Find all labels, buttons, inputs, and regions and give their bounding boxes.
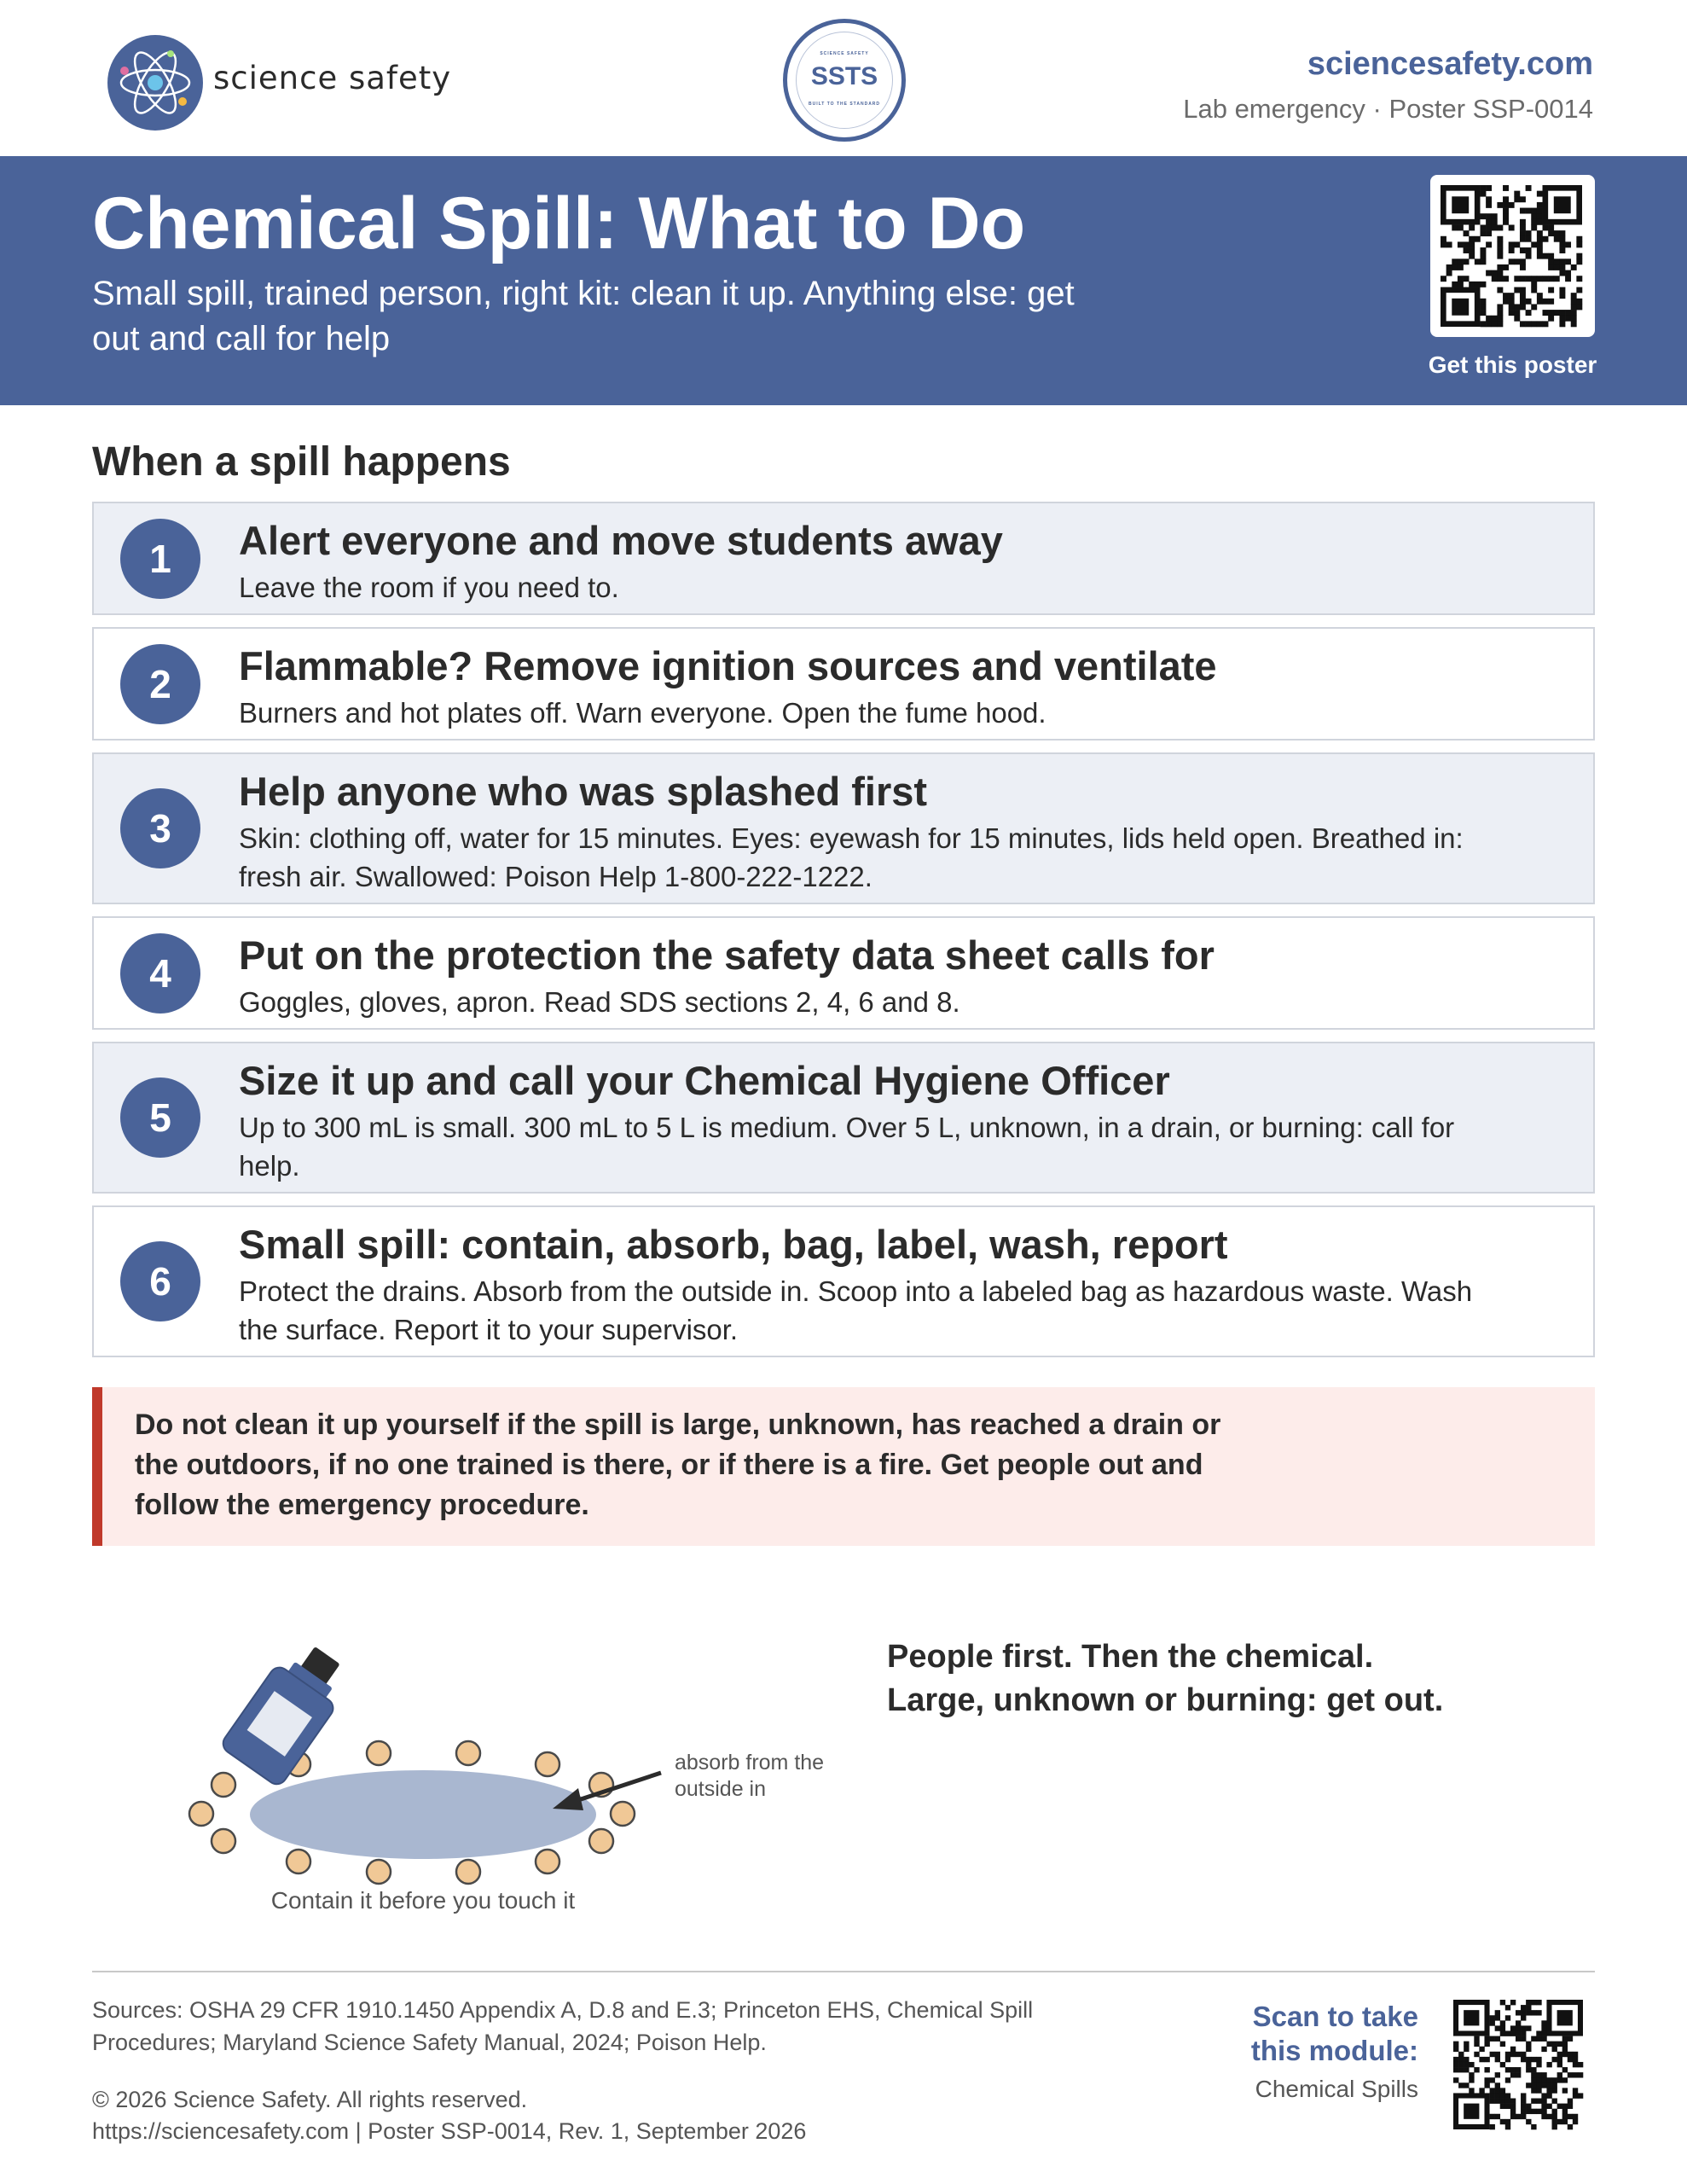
step-3: [92, 752, 1595, 904]
spill-illustration: [171, 1629, 870, 1920]
key-message: [887, 1635, 1569, 1722]
tipped-bottle-icon: [219, 1635, 357, 1788]
step-5: [92, 1042, 1595, 1194]
step-body: Burners and hot plates off. Warn everyone. Open the fume hood.: [239, 697, 1046, 729]
step-body: Protect the drains. Absorb from the outside in. Scoop into a labeled bag as hazardous waste. Wash the surface. Report it to your supervisor.: [239, 1275, 1473, 1345]
seal-bottom-text: BUILT TO THE STANDARD: [808, 102, 881, 107]
step-number: 4: [120, 933, 200, 1014]
site-url-link[interactable]: sciencesafety.com: [1307, 46, 1593, 82]
site-meta: Lab emergency · Poster SSP-0014: [1183, 94, 1593, 124]
step-title: Help anyone who was splashed first: [239, 769, 928, 814]
copyright-block: [92, 2084, 1116, 2147]
poster-subtitle: Small spill, trained person, right kit: clean it up. Anything else: get out and call for help: [92, 275, 1075, 357]
step-title: Small spill: contain, absorb, bag, label, wash, report: [239, 1222, 1228, 1267]
spill-puddle-icon: [250, 1770, 596, 1859]
step-number: 6: [120, 1241, 200, 1321]
logo-atom-icon: [107, 35, 203, 131]
scan-cta: [1228, 2000, 1418, 2068]
sources-text: Sources: OSHA 29 CFR 1910.1450 Appendix A, D.8 and E.3; Princeton EHS, Chemical Spill Procedures; Maryland Science Safety Manual, 2024; Poison Help.: [92, 1997, 1034, 2055]
step-6: [92, 1205, 1595, 1357]
step-number: 5: [120, 1077, 200, 1158]
step-body: Skin: clothing off, water for 15 minutes. Eyes: eyewash for 15 minutes, lids held open. Breathed in: fresh air. Swallowed: Poison Help 1-800-222-1222.: [239, 822, 1464, 892]
poster-title: Chemical Spill: What to Do: [92, 183, 1026, 264]
step-number: 1: [120, 519, 200, 599]
scan-cta-line: Scan to take: [1252, 2001, 1418, 2032]
arrow-label: absorb from the: [675, 1751, 825, 1774]
step-body: Up to 300 mL is small. 300 mL to 5 L is medium. Over 5 L, unknown, in a drain, or burning: call for help.: [239, 1112, 1455, 1182]
step-body: Leave the room if you need to.: [239, 572, 619, 603]
poster-info-link[interactable]: https://sciencesafety.com | Poster SSP-0014, Rev. 1, September 2026: [92, 2118, 807, 2144]
steps-list: [92, 502, 1595, 1369]
get-poster-label: Get this poster: [1428, 351, 1597, 378]
step-2: [92, 627, 1595, 741]
step-number: 2: [120, 644, 200, 724]
warning-text: Do not clean it up yourself if the spill is large, unknown, has reached a drain or the outdoors, if no one trained is there, or if there is a fire. Get people out and follow the emergency procedure.: [135, 1409, 1221, 1521]
arrow-label: outside in: [675, 1777, 767, 1801]
poster-qr-code-icon[interactable]: [1430, 175, 1595, 337]
key-message-line: People first. Then the chemical.: [887, 1639, 1374, 1675]
footer-divider: [92, 1971, 1595, 1972]
step-title: Flammable? Remove ignition sources and ventilate: [239, 643, 1217, 688]
step-1: [92, 502, 1595, 615]
scan-module-name: Chemical Spills: [1255, 2076, 1418, 2102]
step-number: 3: [120, 788, 200, 868]
step-title: Alert everyone and move students away: [239, 518, 1003, 563]
warning-accent-bar: [92, 1387, 102, 1546]
seal-main-text: SSTS: [810, 62, 878, 90]
step-title: Put on the protection the safety data sheet calls for: [239, 932, 1215, 978]
logo-text: science safety: [213, 60, 452, 96]
seal-top-text: SCIENCE SAFETY: [820, 51, 869, 56]
step-title: Size it up and call your Chemical Hygiene Officer: [239, 1058, 1170, 1103]
ssts-seal: [783, 19, 906, 142]
module-qr-code-icon[interactable]: [1450, 1996, 1586, 2133]
step-body: Goggles, gloves, apron. Read SDS sections 2, 4, 6 and 8.: [239, 986, 960, 1018]
illustration-caption: Contain it before you touch it: [270, 1887, 576, 1914]
step-4: [92, 916, 1595, 1030]
section-heading: When a spill happens: [92, 439, 511, 485]
copyright-text: © 2026 Science Safety. All rights reserved.: [92, 2087, 528, 2112]
key-message-line: Large, unknown or burning: get out.: [887, 1682, 1444, 1718]
scan-cta-line: this module:: [1250, 2035, 1418, 2066]
